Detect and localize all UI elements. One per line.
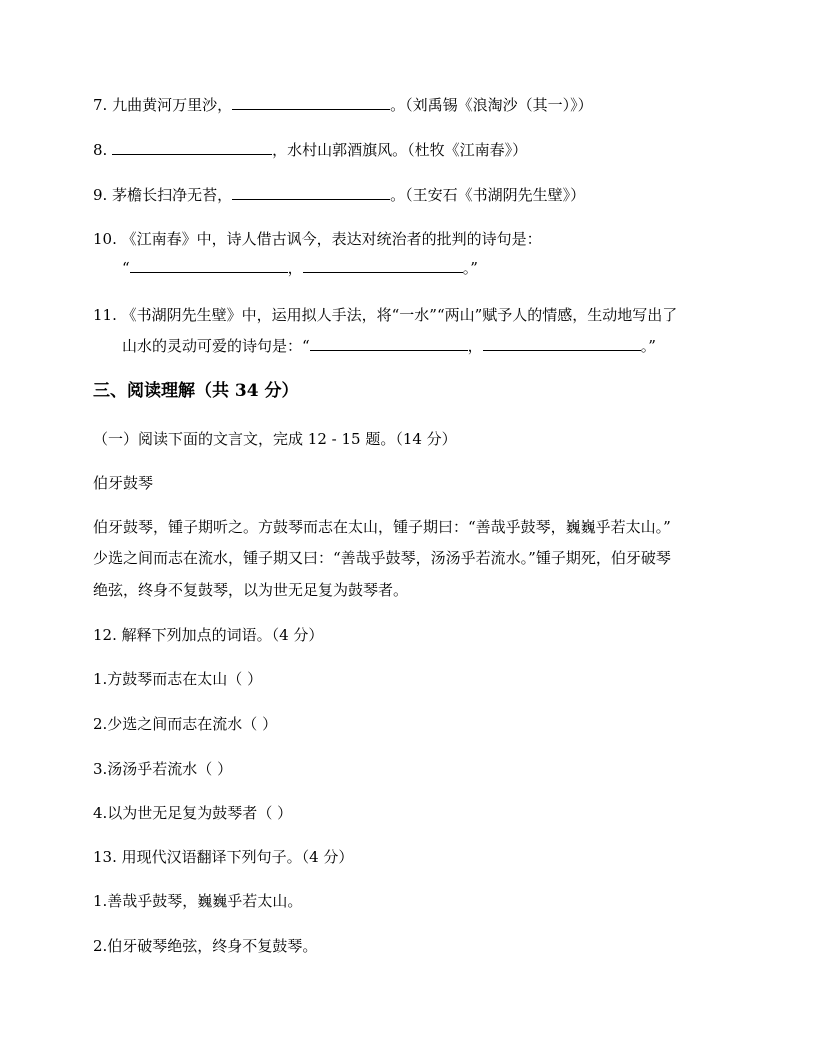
passage-line-1: 伯牙鼓琴，锺子期听之。方鼓琴而志在太山，锺子期曰：“善哉乎鼓琴，巍巍乎若太山。” (93, 518, 671, 536)
passage-line-3: 绝弦，终身不复鼓琴，以为世无足复为鼓琴者。 (93, 581, 409, 599)
question-11-line1: 11. 《书湖阴先生壁》中，运用拟人手法，将“一水”“两山”赋予人的情感，生动地写出了 (93, 306, 678, 324)
passage-line-2: 少选之间而志在流水，锺子期又曰：“善哉乎鼓琴，汤汤乎若流水。”锺子期死，伯牙破琴 (93, 549, 671, 567)
question-7 (93, 95, 593, 115)
question-12-title: 12. 解释下列加点的词语。（4 分） (93, 626, 324, 644)
q9-prefix: 9. 茅檐长扫净无苔， (93, 186, 233, 204)
question-8 (93, 140, 527, 160)
q7-prefix: 7. 九曲黄河万里沙， (93, 96, 233, 114)
q7-suffix: 。（刘禹锡《浪淘沙（其一）》） (390, 96, 593, 114)
q10-comma: ， (287, 259, 303, 277)
q11-end: 。” (640, 337, 656, 355)
q10-blank-1[interactable] (130, 258, 288, 273)
q8-prefix: 8. (93, 141, 113, 159)
question-11-line2 (122, 336, 656, 356)
q11-comma: ， (467, 337, 483, 355)
q12-item-1: 1.方鼓琴而志在太山（ ） (93, 670, 263, 688)
question-9 (93, 185, 585, 205)
q7-blank[interactable] (232, 95, 390, 110)
section-3-heading: 三、阅读理解（共 34 分） (93, 381, 299, 401)
q11-blank-2[interactable] (483, 336, 641, 351)
question-10-line2 (122, 258, 478, 278)
q12-item-2: 2.少选之间而志在流水（ ） (93, 715, 278, 733)
q12-item-4: 4.以为世无足复为鼓琴者（ ） (93, 804, 293, 822)
part-1-intro: （一）阅读下面的文言文，完成 12 - 15 题。（14 分） (93, 430, 457, 448)
question-10-line1: 10. 《江南春》中，诗人借古讽今，表达对统治者的批判的诗句是： (93, 230, 542, 248)
question-13-title: 13. 用现代汉语翻译下列句子。（4 分） (93, 848, 354, 866)
q9-suffix: 。（王安石《书湖阴先生壁》） (390, 186, 586, 204)
q10-end: 。” (462, 259, 478, 277)
passage-title: 伯牙鼓琴 (93, 474, 154, 492)
q10-blank-2[interactable] (303, 258, 463, 273)
q11-blank-1[interactable] (310, 336, 468, 351)
q13-item-2: 2.伯牙破琴绝弦，终身不复鼓琴。 (93, 937, 318, 955)
q12-item-3: 3.汤汤乎若流水（ ） (93, 760, 233, 778)
q11-prefix: 山水的灵动可爱的诗句是：“ (122, 337, 310, 355)
q8-suffix: ，水村山郭酒旗风。（杜牧《江南春》） (272, 141, 528, 159)
q8-blank[interactable] (112, 140, 272, 155)
q9-blank[interactable] (232, 185, 390, 200)
q10-open-quote: “ (122, 259, 130, 277)
q13-item-1: 1.善哉乎鼓琴，巍巍乎若太山。 (93, 892, 303, 910)
